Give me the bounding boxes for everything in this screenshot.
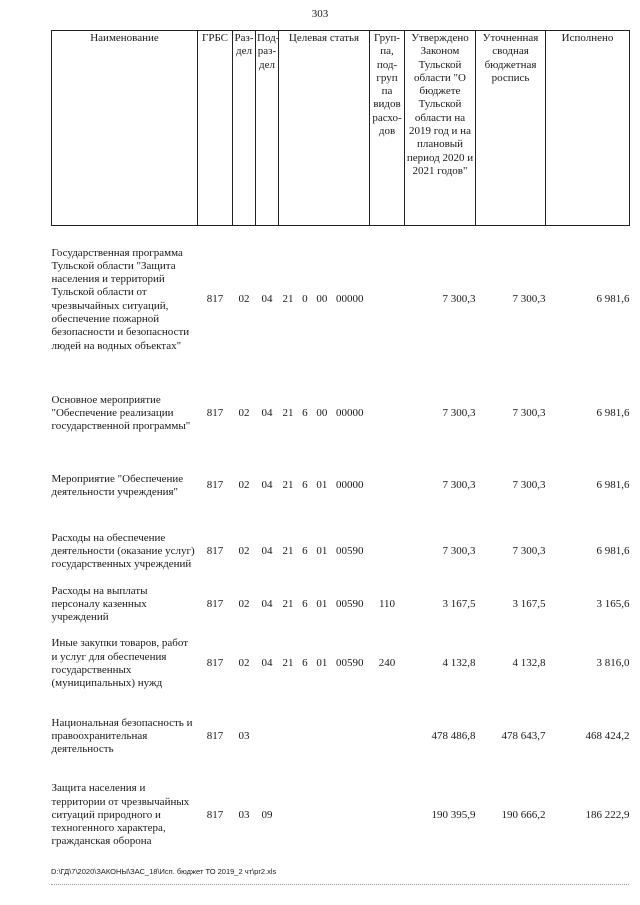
header-expense-group: Груп-па, под-груп па видов расхо-дов — [370, 31, 405, 226]
target-article-part: 01 — [316, 657, 328, 670]
target-article-code — [281, 657, 368, 670]
row-podrazdel: 09 — [261, 808, 273, 821]
row-approved: 3 167,5 — [442, 597, 476, 610]
row-grbs: 817 — [206, 479, 224, 492]
target-article-part: 00000 — [335, 479, 364, 492]
row-grbs: 817 — [206, 544, 224, 557]
row-executed: 3 165,6 — [596, 597, 630, 610]
row-grbs: 817 — [206, 657, 224, 670]
row-approved: 7 300,3 — [442, 544, 476, 557]
row-target-article — [279, 374, 370, 454]
row-target-article — [279, 625, 370, 704]
row-executed: 468 424,2 — [585, 729, 630, 742]
header-target-article: Целевая статья — [279, 31, 370, 226]
header-grbs: ГРБС — [198, 31, 233, 226]
row-approved: 7 300,3 — [442, 479, 476, 492]
target-article-part: 00 — [316, 406, 328, 419]
row-razdel: 02 — [238, 293, 250, 306]
target-article-part: 00590 — [335, 544, 364, 557]
row-razdel: 02 — [238, 406, 250, 419]
row-refined: 7 300,3 — [512, 479, 546, 492]
row-executed: 186 222,9 — [585, 808, 630, 821]
row-name: Иные закупки товаров, работ и услуг для обеспечения государственных (муниципальных) нужд — [51, 637, 189, 690]
target-article-part: 00590 — [335, 597, 364, 610]
table-row — [52, 770, 630, 862]
table-row — [52, 519, 630, 585]
table-row — [52, 374, 630, 454]
row-target-article — [279, 770, 370, 862]
row-grbs: 817 — [206, 406, 224, 419]
row-target-article — [279, 585, 370, 625]
row-razdel: 03 — [238, 808, 250, 821]
row-podrazdel — [256, 704, 279, 770]
target-article-part: 6 — [302, 657, 308, 670]
row-refined: 478 643,7 — [501, 729, 546, 742]
target-article-part: 01 — [316, 544, 328, 557]
row-razdel: 02 — [238, 597, 250, 610]
row-podrazdel: 04 — [261, 597, 273, 610]
footer-divider — [51, 884, 629, 885]
page-number: 303 — [311, 8, 329, 20]
row-refined: 190 666,2 — [501, 808, 546, 821]
row-refined: 7 300,3 — [512, 293, 546, 306]
target-article-part: 01 — [316, 479, 328, 492]
target-article-part: 21 — [282, 479, 294, 492]
row-expense-group: 240 — [378, 657, 396, 670]
row-name: Национальная безопасность и правоохранительная деятельность — [51, 716, 193, 756]
row-grbs: 817 — [206, 808, 224, 821]
target-article-code — [281, 598, 368, 611]
row-executed: 6 981,6 — [596, 479, 630, 492]
target-article-part: 6 — [302, 597, 308, 610]
target-article-code — [281, 479, 368, 492]
row-razdel: 02 — [238, 479, 250, 492]
row-target-article — [279, 704, 370, 770]
header-executed: Исполнено — [546, 31, 630, 226]
target-article-part: 21 — [282, 657, 294, 670]
row-name: Расходы на выплаты персоналу казенных учреждений — [51, 584, 148, 624]
target-article-part: 21 — [282, 597, 294, 610]
row-refined: 4 132,8 — [512, 657, 546, 670]
row-executed: 6 981,6 — [596, 406, 630, 419]
table-row — [52, 226, 630, 374]
row-name: Основное мероприятие "Обеспечение реализации государственной программы" — [51, 393, 191, 433]
target-article-code — [281, 407, 368, 420]
row-razdel: 03 — [238, 729, 250, 742]
header-razdel: Раз-дел — [233, 31, 256, 226]
row-refined: 3 167,5 — [512, 597, 546, 610]
row-podrazdel: 04 — [261, 293, 273, 306]
row-razdel: 02 — [238, 544, 250, 557]
row-podrazdel: 04 — [261, 544, 273, 557]
header-approved: Утверждено Законом Тульской области "О бюджете Тульской области на 2019 год и на плановый период 2020 и 2021 годов" — [405, 31, 476, 226]
budget-table — [51, 30, 630, 862]
target-article-code — [281, 293, 368, 306]
row-expense-group — [370, 226, 405, 374]
row-name: Государственная программа Тульской области "Защита населения и территорий Тульской области от чрезвычайных ситуаций, обеспечение пожарной безопасности и безопасности людей на водных объектах" — [51, 246, 190, 352]
target-article-part: 00 — [316, 293, 328, 306]
header-row — [52, 31, 630, 226]
target-article-part: 00590 — [335, 657, 364, 670]
row-grbs: 817 — [206, 729, 224, 742]
row-refined: 7 300,3 — [512, 406, 546, 419]
row-podrazdel: 04 — [261, 479, 273, 492]
target-article-part: 6 — [302, 544, 308, 557]
target-article-part: 0 — [302, 293, 308, 306]
table-row — [52, 704, 630, 770]
row-podrazdel: 04 — [261, 406, 273, 419]
table-row — [52, 585, 630, 625]
target-article-part: 21 — [282, 406, 294, 419]
target-article-part: 6 — [302, 406, 308, 419]
row-expense-group — [370, 454, 405, 519]
row-podrazdel: 04 — [261, 657, 273, 670]
table-row — [52, 454, 630, 519]
target-article-part: 21 — [282, 544, 294, 557]
row-target-article — [279, 454, 370, 519]
row-name: Расходы на обеспечение деятельности (оказание услуг) государственных учреждений — [51, 531, 195, 571]
row-expense-group: 110 — [378, 597, 396, 610]
row-expense-group — [370, 770, 405, 862]
row-refined: 7 300,3 — [512, 544, 546, 557]
header-podrazdel: Под-раз-дел — [256, 31, 279, 226]
header-refined: Уточненная сводная бюджетная роспись — [476, 31, 546, 226]
row-grbs: 817 — [206, 293, 224, 306]
target-article-part: 00000 — [335, 406, 364, 419]
row-target-article — [279, 519, 370, 585]
header-name: Наименование — [52, 31, 198, 226]
target-article-part: 00000 — [335, 293, 364, 306]
row-expense-group — [370, 374, 405, 454]
row-approved: 4 132,8 — [442, 657, 476, 670]
row-approved: 7 300,3 — [442, 293, 476, 306]
target-article-code — [281, 545, 368, 558]
row-executed: 3 816,0 — [596, 657, 630, 670]
row-executed: 6 981,6 — [596, 544, 630, 557]
row-approved: 7 300,3 — [442, 406, 476, 419]
row-expense-group — [370, 704, 405, 770]
row-executed: 6 981,6 — [596, 293, 630, 306]
file-path-footer: D:\ГД\7\2020\ЗАКОНЫ\ЗАС_18\Исп. бюджет ТО 2019_2 чт\pr2.xls — [51, 867, 277, 876]
row-name: Мероприятие "Обеспечение деятельности учреждения" — [51, 472, 184, 498]
row-grbs: 817 — [206, 597, 224, 610]
row-approved: 190 395,9 — [431, 808, 476, 821]
row-razdel: 02 — [238, 657, 250, 670]
row-approved: 478 486,8 — [431, 729, 476, 742]
row-name: Защита населения и территории от чрезвычайных ситуаций природного и техногенного характера, гражданская оборона — [51, 782, 190, 848]
target-article-part: 01 — [316, 597, 328, 610]
row-target-article — [279, 226, 370, 374]
target-article-part: 21 — [282, 293, 294, 306]
row-expense-group — [370, 519, 405, 585]
target-article-part: 6 — [302, 479, 308, 492]
table-row — [52, 625, 630, 704]
